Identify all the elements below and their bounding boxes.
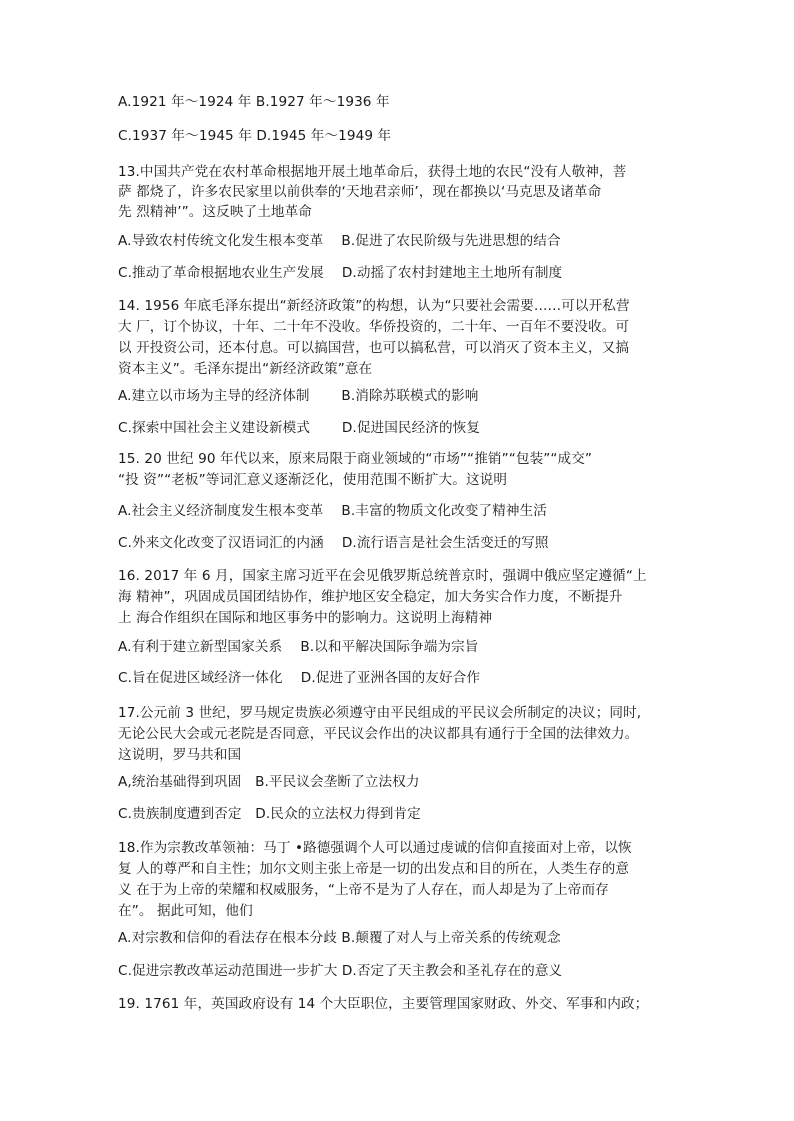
question-15-line-2: “投 资”“老板”等词汇意义逐渐泛化，使用范围不断扩大。这说明 <box>118 472 508 488</box>
options-q17-ab: A,统治基础得到巩固 B.平民议会垄断了立法权力 <box>118 774 420 790</box>
options-q16-ab: A.有利于建立新型国家关系 B.以和平解决国际争端为宗旨 <box>118 639 479 655</box>
options-q14-ab: A.建立以市场为主导的经济体制 B.消除苏联模式的影响 <box>118 388 479 404</box>
question-18-line-4: 在”。 据此可知，他们 <box>118 903 253 919</box>
question-18-line-2: 复 人的尊严和自主性；加尔文则主张上帝是一切的出发点和目的所在，人类生存的意 <box>118 861 630 877</box>
question-17-line-3: 这说明，罗马共和国 <box>118 747 242 763</box>
options-q13-ab: A.导致农村传统文化发生根本变革 B.促进了农民阶级与先进思想的结合 <box>118 233 561 249</box>
options-q13-cd: C.推动了革命根据地农业生产发展 D.动摇了农村封建地主土地所有制度 <box>118 265 563 281</box>
options-q17-cd: C.贵族制度遭到否定 D.民众的立法权力得到肯定 <box>118 806 421 822</box>
question-13-line-3: 先 烈精神’”。这反映了土地革命 <box>118 204 313 220</box>
options-q12-ab: A.1921 年～1924 年 B.1927 年～1936 年 <box>118 94 390 110</box>
options-q15-cd: C.外来文化改变了汉语词汇的内涵 D.流行语言是社会生活变迁的写照 <box>118 535 549 551</box>
options-q16-cd: C.旨在促进区域经济一体化 D.促进了亚洲各国的友好合作 <box>118 670 481 686</box>
question-14-line-2: 大 厂，订个协议，十年、二十年不没收。华侨投资的，二十年、一百年不要没收。可 <box>118 319 630 335</box>
question-17-line-2: 无论公民大会或元老院是否同意，平民议会作出的决议都具有通行于全国的法律效力。 <box>118 726 639 742</box>
options-q14-cd: C.探索中国社会主义建设新模式 D.促进国民经济的恢复 <box>118 420 481 436</box>
question-19-line-1: 19. 1761 年，英国政府设有 14 个大臣职位，主要管理国家财政、外交、军事和内政； <box>118 996 649 1012</box>
question-17-line-1: 17.公元前 3 世纪，罗马规定贵族必须遵守由平民组成的平民议会所制定的决议；同时, <box>118 705 642 721</box>
question-16-line-2: 海 精神”，巩固成员国团结协作，维护地区安全稳定，加大务实合作力度，不断提升 <box>118 589 623 605</box>
question-18-line-3: 义 在于为上帝的荣耀和权威服务，“上帝不是为了人存在，而人却是为了上帝而存 <box>118 882 609 898</box>
question-13-line-2: 萨 都烧了，许多农民家里以前供奉的‘天地君亲师’，现在都换以‘马克思及诸革命 <box>118 184 602 200</box>
question-16-line-1: 16. 2017 年 6 月，国家主席习近平在会见俄罗斯总统普京时，强调中俄应坚定遵循“上 <box>118 568 647 584</box>
options-q18-cd: C.促进宗教改革运动范围进一步扩大 D.否定了天主教会和圣礼存在的意义 <box>118 963 563 979</box>
question-14-line-4: 资本主义”。毛泽东提出“新经济政策”意在 <box>118 361 373 377</box>
options-q18-ab: A.对宗教和信仰的看法存在根本分歧 B.颠覆了对人与上帝关系的传统观念 <box>118 930 561 946</box>
question-14-line-3: 以 开投资公司，还本付息。可以搞国营，也可以搞私营，可以消灭了资本主义，又搞 <box>118 340 630 356</box>
options-q15-ab: A.社会主义经济制度发生根本变革 B.丰富的物质文化改变了精神生活 <box>118 503 547 519</box>
question-13-line-1: 13.中国共产党在农村革命根据地开展土地革命后，获得土地的农民“没有人敬神，菩 <box>118 164 627 180</box>
question-16-line-3: 上 海合作组织在国际和地区事务中的影响力。这说明上海精神 <box>118 610 493 626</box>
options-q12-cd: C.1937 年～1945 年 D.1945 年～1949 年 <box>118 128 392 144</box>
question-15-line-1: 15. 20 世纪 90 年代以来，原来局限于商业领域的“市场”“推销”“包装”“成交” <box>118 451 593 467</box>
question-18-line-1: 18.作为宗教改革领袖：马丁 •路德强调个人可以通过虔诚的信仰直接面对上帝，以恢 <box>118 840 632 856</box>
question-14-line-1: 14. 1956 年底毛泽东提出“新经济政策”的构想，认为“只要社会需要……可以开私营 <box>118 298 630 314</box>
